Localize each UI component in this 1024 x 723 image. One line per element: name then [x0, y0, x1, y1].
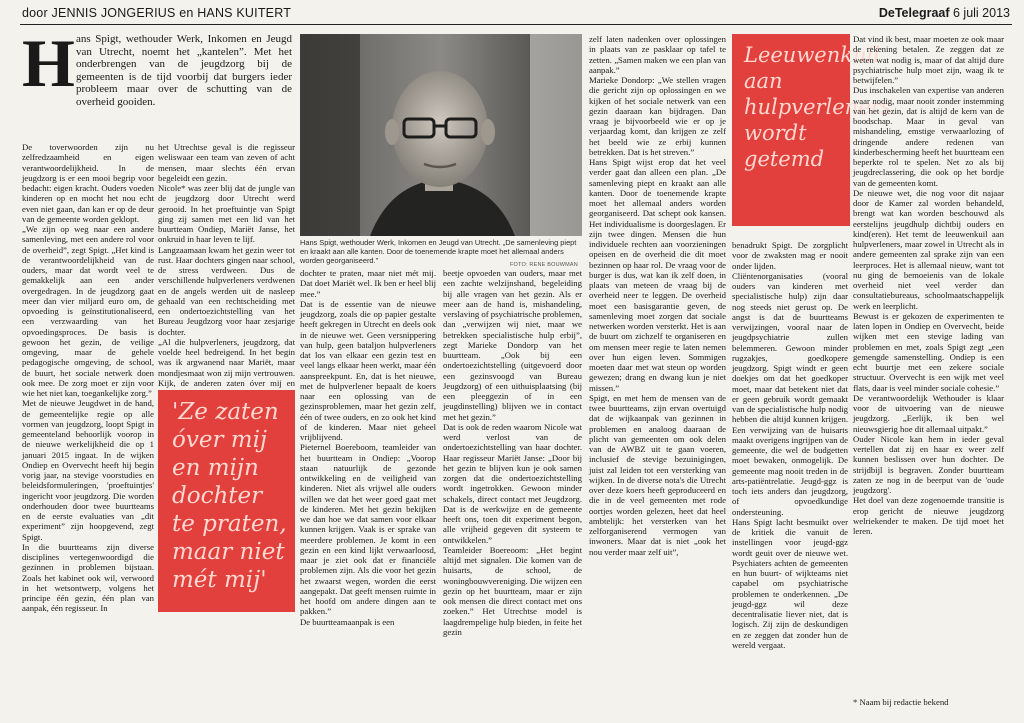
- publication-date: 6 juli 2013: [953, 6, 1010, 20]
- article-column-4: beetje opvoeden van ouders, maar met een zachte welzijnshand, begeleiding bij alle vragen van het gezin. Als er meer aan de hand is, mishandeling, verslaving of psychiatrische problemen, dan „verwijzen wij niet, maar we betrekken specialistische hulp erbij”, zegt Marieke Dondorp van het buurtteam. „Ook bij een ondertoezichtstelling (uitgevoerd door een gezinsvoogd van Bureau Jeugdzorg) of een uithuisplaatsing (bij een pleeggezin of in een jeugdinstelling) blijven we in contact met het gezin.” Dat is ook de reden waarom Nicole wat werd verlost van de ondertoezichtstelling van haar dochter. Haar regisseur Mariët Janse: „Door bij het gezin te blijven kun je ook samen zorgen dat die ondertoezichtstelling wordt ingetrokken. Gewoon minder schakels, direct contact met Jeugdzorg. Dat is de werkwijze en de gemeente heeft ons, toen dit experiment begon, alle vrijheid gegeven dit systeem te ontwikkelen.” Teamleider Boereoom: „Het begint altijd met signalen. Die komen van de huisarts, de school, de woningbouwvereniging. Die wijzen een gezin op het buurtteam, maar er zijn ook mensen die direct contact met ons zoeken.” Het Utrechtse model is laagdrempelige hulp bieden, in feite het gezin: [443, 268, 582, 637]
- pull-quote-1: 'Ze zaten óver mij en mijn dochter te praten, maar niet mét mij': [158, 390, 295, 612]
- newspaper-name: DeTelegraaf: [878, 6, 950, 20]
- drop-cap: H: [22, 25, 75, 101]
- article-lead: [22, 25, 292, 109]
- masthead-date: [879, 6, 1010, 20]
- article-column-7: Dat vind ik best, maar moeten ze ook maar de rekening betalen. Ze zeggen dat ze weten wat nodig is, maar of dat altijd dure psychiatrische hulp moet zijn, waag ik te betwijfelen.” Dus inschakelen van expertise van anderen waar nodig, maar nooit zonder instemming van het gezin, dat is altijd de kern van de boodschap. Maar in geval van mishandeling, emstige verwaarlozing of dringende andere redenen van kinderbescherming heeft het buurtteam een beperkte rol te spelen. Net zo als bij jeugdreclassering, die ook op het bordje van de gemeenten komt. De nieuwe wet, die nog voor dit najaar door de Kamer zal worden behandeld, brengt wat kan worden beschouwd als eerstelijns jeugdhulp dichtbij ouders en kind(eren). Het temt de leeuwenkuil aan hulpverleners, maar zowel in Utrecht als in andere gemeenten zal sprake zijn van een leerproces. Het is allemaal nieuw, want tot nu ging de bemoeienis van de lokale overheid niet veel verder dan consultatiebureaus, schoolmaatschappelijk werk en leerplicht. Bewust is er gekozen de experimenten te laten lopen in Ondiep en Overvecht, beide wijken met een stevige lading van problemen en met, zoals Spigt zegt „een gemengde samenstelling. Ondiep is een echt buurtje met een zekere sociale structuur. Overvecht is een wijk met veel flats, daar is veel minder sociale cohesie.” De verantwoordelijk Wethouder is klaar voor de uitvoering van de nieuwe jeugdzorg. „Eerlijk, ik ben wel nieuwsgierig hoe dit allemaal uitpakt.” Ouder Nicole kan hem in ieder geval vertellen dat zij en haar ex weer zelf kunnen beslissen over hun dochter. De strijdbijl is begraven. Zonder buurtteam zaten ze nog in de beerput van de 'oude jeugdzorg'. Het doel van deze zogenoemde transitie is erop gericht de nieuwe jeugdzorg welriekender te maken. De tijd moet het leren.: [853, 34, 1004, 536]
- article-photo: [300, 34, 582, 236]
- article-column-2: het Utrechtse geval is die regisseur weliswaar een team van zeven of acht mensen, maar slechts één ervan begeleidt een gezin. Nicole* was zeer blij dat de jungle van de jeugdzorg door Utrecht werd gerooid. In het proeftuintje van Spigt ging zij samen met een lid van het buurtteam Ondiep, Mariët Janse, het onkruid in haar leven te lijf. Langzaamaan kwam het gezin weer tot rust. Haar dochters gingen naar school, de stress verdween. Dus de verschillende hulpverleners verdwenen en de angels werden uit de nasleep gehaald van een rechtscheiding met een ondertoezichtstelling van het Bureau Jeugdzorg voor haar zesjarige dochter. „Al die hulpverleners, jeugdzorg, dat voelde heel bedreigend. In het begin was ik argwanend naar Mariët, maar mondjesmaat won zij mijn vertrouwen. Kijk, de anderen zaten óver mij en: [158, 142, 295, 388]
- lead-text: ans Spigt, wethouder Werk, Inkomen en Jeugd van Utrecht, noemt het „kantelen”. Met het onderbrengen van de jeugdzorg bij de gemeenten is de tijd voorbij dat burgers ieder probleem maar over de schutting van de overheid gooiden.: [76, 33, 292, 108]
- header-rule: [20, 24, 1012, 25]
- article-column-3: dochter te praten, maar niet mét mij. Dat doet Mariët wel. Ik ben er heel blij mee.” Dat is de essentie van de nieuwe jeugdzorg, zoals die op papier gestalte heeft gekregen in Utrecht en deels ook in de nieuwe wet. Geen versnippering van hulp, geen bataljon hulpverleners dat los van elkaar een gezin test en veel langs elkaar heen werkt, maar één aanspreekpunt. En, dat is het nieuwe, met de hulpverlener bepaalt de koers naar een oplossing van de gezinsproblemen, maar het gezin zelf, één of twee ouders, en zo ook het kind of de kinderen. Maar niet geheel vrijblijvend. Pieternel Boereboom, teamleider van het buurtteam in Ondiep: „Voorop staan natuurlijk de gezonde ontwikkeling en de veiligheid van kinderen. Niet als vrijwel alle ouders willen we dat het weer goed gaat met de kinderen. Met het gezin bekijken we dan hoe we dat samen voor elkaar kunnen krijgen. Vaak is er sprake van meerdere problemen. Je komt in een gezin en een kind lijkt verwaarloosd, maar je ziet ook dat er financiële problemen zijn. Als die voor het gezin het zwaarst wegen, worden die eerst aangepakt. Dat geeft mensen ruimte in het hoofd om andere dingen aan te pakken.” De buurtteamaanpak is een: [300, 268, 436, 627]
- footnote: * Naam bij redactie bekend: [853, 697, 949, 707]
- portrait-photo: [300, 34, 582, 236]
- photo-credit: FOTO: RENE BOUWMAN: [510, 262, 578, 268]
- byline: door JENNIS JONGERIUS en HANS KUITERT: [22, 6, 292, 20]
- photo-caption: Hans Spigt, wethouder Werk, Inkomen en Jeugd van Utrecht. „De samenleving piept en kraakt aan alle kanten. Door de toenemende krapte moet het allemaal anders worden georganiseerd.”: [300, 238, 577, 265]
- article-column-1: De toverwoorden zijn nu zelfredzaamheid en eigen verantwoordelijkheid. In de jeugdzorg is er een mooi begrip voor bedacht: eigen kracht. Ouders voeden kinderen op en mocht het nou echt even niet gaan, dan kan er op de deur van de gemeente worden geklopt. „We zijn op weg naar een andere samenleving, met een andere rol voor de overheid”, zegt Spigt. „Het kind is de verantwoordelijkheid van de ouders, maar dat wordt veel te gemakkelijk aan een ander overgedragen. In de jeugdzorg gaat meer dan vier miljard euro om, de opvoeding is geïnstitutionaliseerd, een verzwaarding van het opvoedingsproces. De basis is gewoon het gezin, de veilige omgeving, maar de gehele pedagogische omgeving, de school, de buurt, het sociale netwerk doen ook mee. De zorg moet er zijn voor wie het niet kan, toegankelijke zorg.” Met de nieuwe Jeugdwet in de hand, de gemeentelijke regie op alle vormen van jeugdzorg, loopt Spigt in gemeenteland behoorlijk voorop in de nieuwe werkelijkheid die op 1 januari 2015 ingaat. In de wijken Ondiep en Overvecht heeft hij begin vorig jaar, na stevige voorstudies en beleidsformuleringen, 'proeftuintjes' ingericht voor jeugdzorg. Die worden onderhouden door twee buurtteams en de eerste evaluaties van „dit experiment” zijn hoopgevend, zegt Spigt. In die buurtteams zijn diverse disciplines vertegenwoordigd die gezinnen in problemen bijstaan. Zoals het kabinet ook wil, verwoord in het wetsontwerp, volgens het principe één gezin, één plan van aanpak, één regisseur. In: [22, 142, 154, 614]
- article-column-5: zelf laten nadenken over oplossingen in plaats van ze pasklaar op tafel te zetten. „Samen maken we een plan van aanpak.” Marieke Dondorp: „We stellen vragen die gericht zijn op oplossingen en we kijken of het sociale netwerk van een gezin daaraan kan bijdragen. Dan vraag je bijvoorbeeld wie er op je verjaardag komt, dan krijgen ze zelf het beeld wie ze erbij kunnen betrekken. Dat is het streven.” Hans Spigt wijst erop dat het veel verder gaat dan alleen een plan. „De samenleving piept en kraakt aan alle kanten. Door de toenemende krapte moet het allemaal anders worden georganiseerd. Dat schept ook kansen. Het individualisme is doorgeslagen. Er zijn twee dingen. Mensen die hun individuele rechten aan voorzieningen opeisen en de overheid die dit moet bezinnen op haar rol. De vraag voor de burger is dus, wat kan ik zelf doen, in plaats van meteen de vraag bij de overheid neer te leggen. De overheid moet een basisgarantie geven, de samenleving moet zorgen dat sociale netwerken worden versterkt. Het is aan de buurt om zichzelf te organiseren en om mensen meer regie te laten nemen over hun eigen leven. Sommigen moeten daar met wat steun op worden gewezen; drang en dwang kun je niet missen.” Spigt, en met hem de mensen van de twee buurtteams, zijn ervan overtuigd dat de wijkaanpak van gezinnen in problemen en analoog daaraan de plicht van gemeenten om ook delen van de AWBZ uit te gaan voeren, inclusief de stevige bezuinigingen, juist zal leiden tot een versterking van wijken. In de diverse nota's die Utrecht over deze koers heeft geproduceerd en die in de veel gemeenten met rode oortjes worden gelezen, heet dat heel ambtelijk: het versterken van het zelforganiserend vermogen van inwoners. Maar dat is niet „ook het nou verder maar zelf uit”,: [589, 34, 726, 557]
- pull-quote-2: Leeuwenkuil aan hulpverleners wordt getemd: [732, 34, 850, 226]
- article-column-6: benadrukt Spigt. De zorgplicht voor de zwaksten mag er nooit onder lijden. Cliëntenorganisaties (vooral ouders van kinderen met specialistische hulp) zijn daar nog steeds niet gerust op. De angst is dat de buurtteams verwijzingen, vooral naar de jeugdpsychiatrie zullen belemmeren. Gewoon minder rugzakjes, goedkopere jeugdzorg. Spigt windt er geen doekjes om dat het goedkoper moet, maar dat betekent niet dat er geen gebruik wordt gemaakt van de specialistische hulp nodig hebben die altijd kunnen krijgen. Een verwijzing van de huisarts maakt overigens ingrijpen van de gemeente, die wel de budgetten moet bewaken, onmogelijk. De gemeente mag nooit treden in de arts-patiëntrelatie. Jeugd-ggz is toch iets anders dan jeugdzorg, of opvoedkundige ondersteuning. Hans Spigt lacht besmuikt over de kritiek die vanuit de instellingen voor jeugd-ggz wordt geuit over de nieuwe wet. Psychiaters achten de gemeenten en hun buurt- of wijkteams niet capabel om psychiatrische problemen te onderkennen. „De jeugd-ggz wil deze decentralisatie liever niet, dat is logisch. Zij zijn de deskundigen en ze zeggen dat zonder hun de wereld vergaat.: [732, 240, 848, 650]
